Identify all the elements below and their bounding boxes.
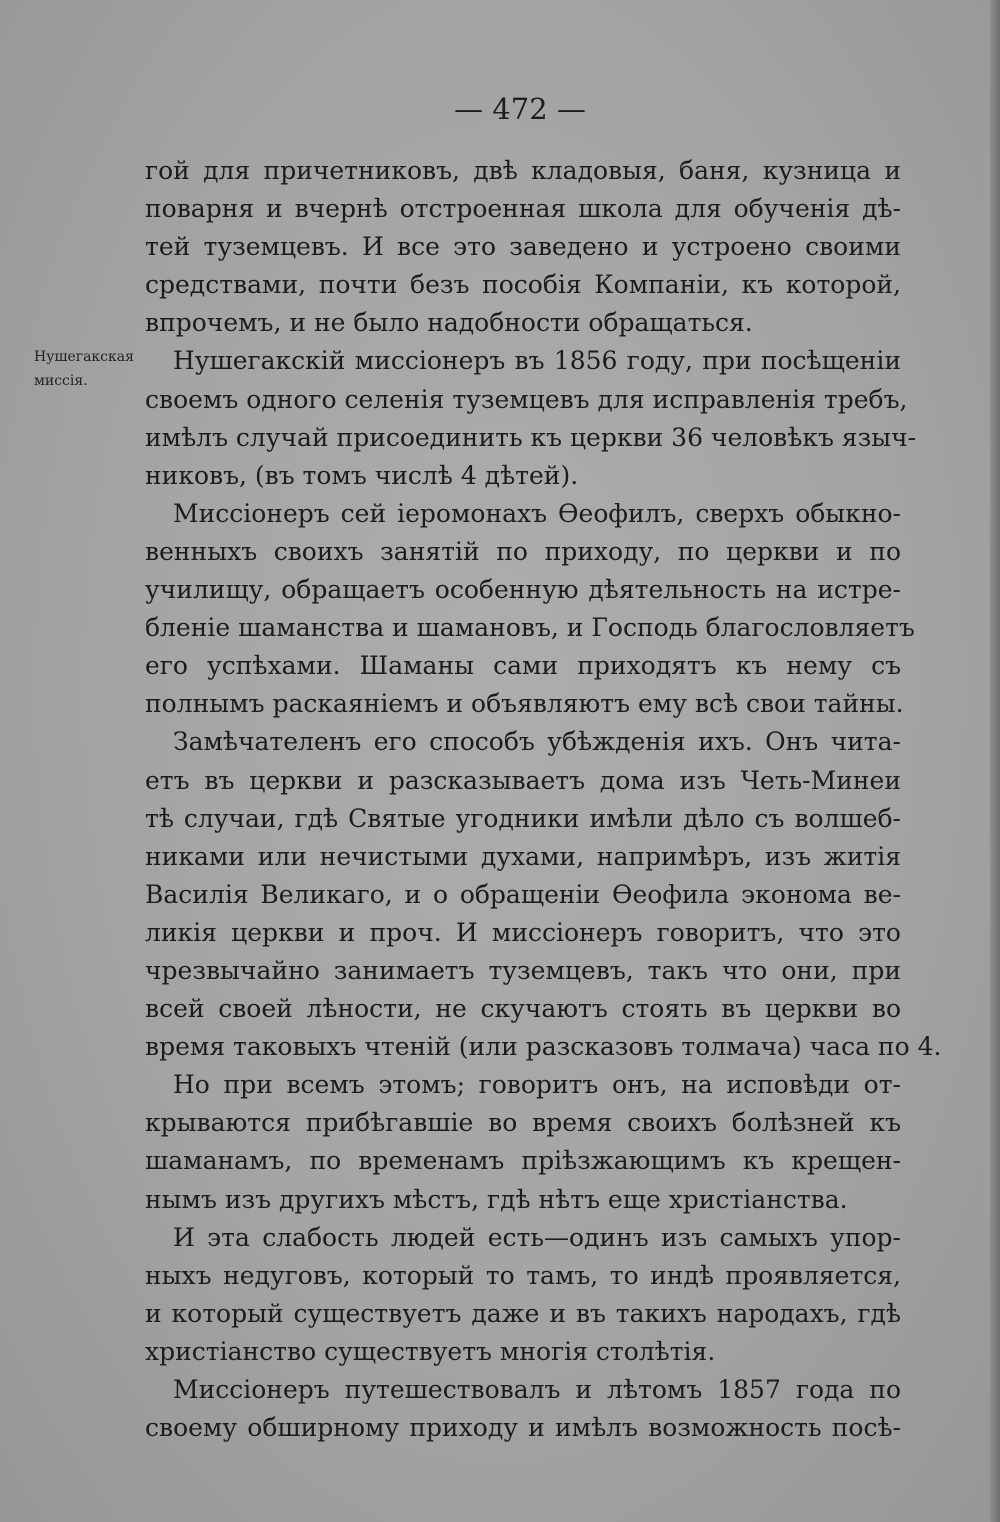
body-text xyxy=(145,152,942,1447)
text-line: бленіе шаманства и шамановъ, и Господь благословляетъ xyxy=(145,613,915,643)
text-line: и который существуетъ даже и въ такихъ народахъ, гдѣ xyxy=(145,1298,901,1328)
text-line: время таковыхъ чтеній (или разсказовъ толмача) часа по 4. xyxy=(145,1032,942,1062)
text-line: всей своей лѣности, не скучаютъ стоять въ церкви во xyxy=(145,994,901,1024)
text-line: Миссіонеръ сей іеромонахъ Ѳеофилъ, сверхъ обыкно- xyxy=(173,498,901,528)
text-line: своему обширному приходу и имѣлъ возможность посѣ- xyxy=(145,1413,901,1443)
page-number: — 472 — xyxy=(454,92,586,126)
text-line: тей туземцевъ. И все это заведено и устроено своими xyxy=(145,232,901,262)
text-line: Но при всемъ этомъ; говоритъ онъ, на исповѣди от- xyxy=(173,1070,901,1100)
text-line: Миссіонеръ путешествовалъ и лѣтомъ 1857 года по xyxy=(173,1375,901,1404)
text-line: тѣ случаи, гдѣ Святые угодники имѣли дѣло съ волшеб- xyxy=(145,803,901,833)
text-line: венныхъ своихъ занятій по приходу, по церкви и по xyxy=(145,536,901,566)
text-line: Замѣчателенъ его способъ убѣжденія ихъ. Онъ чита- xyxy=(173,727,901,757)
text-line: гой для причетниковъ, двѣ кладовыя, баня, кузница и xyxy=(145,156,901,185)
text-line: Василія Великаго, и о обращеніи Ѳеофила эконома ве- xyxy=(145,879,901,909)
text-line: нымъ изъ другихъ мѣстъ, гдѣ нѣтъ еще христіанства. xyxy=(145,1184,848,1214)
text-line: чрезвычайно занимаетъ туземцевъ, такъ что они, при xyxy=(145,955,901,985)
text-line: етъ въ церкви и разсказываетъ дома изъ Четь-Минеи xyxy=(145,765,901,795)
text-line: впрочемъ, и не было надобности обращаться. xyxy=(145,308,753,338)
text-line: имѣлъ случай присоединить къ церкви 36 человѣкъ языч- xyxy=(145,422,917,452)
text-line: никами или нечистыми духами, напримѣръ, изъ житія xyxy=(145,841,901,871)
margin-note-line: миссія. xyxy=(34,373,88,389)
text-line: И эта слабость людей есть—одинъ изъ самыхъ упор- xyxy=(173,1222,901,1252)
page-edge-shadow xyxy=(990,0,1000,1522)
text-line: крываются прибѣгавшіе во время своихъ болѣзней къ xyxy=(145,1108,901,1138)
text-line: его успѣхами. Шаманы сами приходятъ къ нему съ xyxy=(145,651,901,681)
text-line: ликія церкви и проч. И миссіонеръ говоритъ, что это xyxy=(145,917,901,947)
text-line: средствами, почти безъ пособія Компаніи, къ которой, xyxy=(145,270,901,300)
margin-note xyxy=(34,345,144,393)
text-line: полнымъ раскаяніемъ и объявляютъ ему всѣ свои тайны. xyxy=(145,689,904,719)
text-line: христіанство существуетъ многія столѣтія. xyxy=(145,1336,716,1366)
text-line: шаманамъ, по временамъ пріѣзжающимъ къ крещен- xyxy=(145,1146,901,1176)
text-line: своемъ одного селенія туземцевъ для исправленія требъ, xyxy=(145,384,908,414)
text-line: ныхъ недуговъ, который то тамъ, то индѣ проявляется, xyxy=(145,1260,901,1290)
text-line: Нушегакскій миссіонеръ въ 1856 году, при посѣщеніи xyxy=(173,346,901,376)
text-line: никовъ, (въ томъ числѣ 4 дѣтей). xyxy=(145,460,579,490)
text-line: училищу, обращаетъ особенную дѣятельность на истре- xyxy=(145,575,901,605)
text-line: поварня и вчернѣ отстроенная школа для обученія дѣ- xyxy=(145,194,901,224)
margin-note-line: Нушегакская xyxy=(34,349,134,365)
